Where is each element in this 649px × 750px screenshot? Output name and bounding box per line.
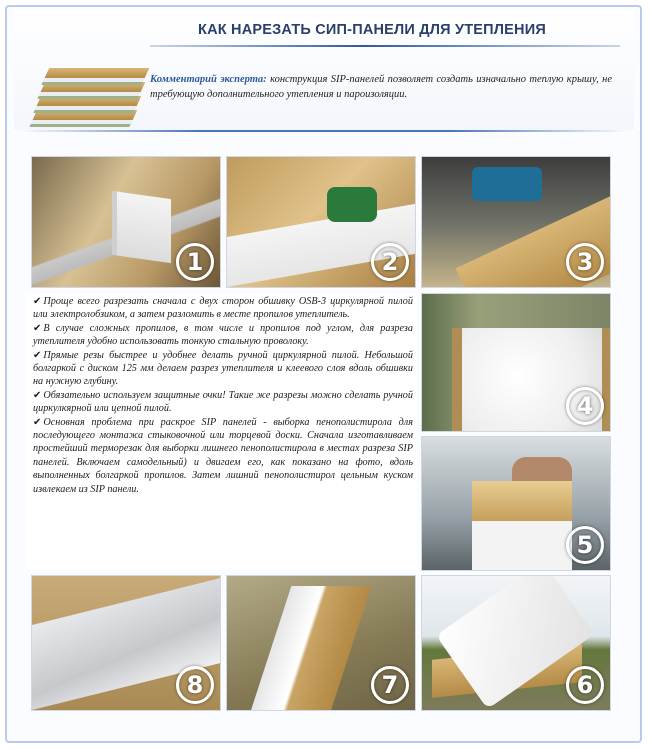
photo-step-2 (226, 156, 416, 288)
title-divider (150, 45, 620, 47)
header-divider (14, 130, 634, 132)
step-number-badge: 3 (566, 243, 604, 281)
photo-step-1 (31, 156, 221, 288)
photo-step-7 (226, 575, 416, 711)
photo-step-6 (421, 575, 611, 711)
step-number-badge: 7 (371, 666, 409, 704)
photo-step-5 (421, 436, 611, 571)
expert-comment-label: Комментарий эксперта: (150, 74, 267, 85)
step-number-badge: 5 (566, 526, 604, 564)
page-title: КАК НАРЕЗАТЬ СИП-ПАНЕЛИ ДЛЯ УТЕПЛЕНИЯ (198, 22, 546, 38)
step-number-badge: 1 (176, 243, 214, 281)
sip-panels-illustration (30, 62, 140, 132)
tip-item: ✔ В случае сложных пропилов, в том числе и пропилов под углом, для разреза утеплителя удобно использовать тонкую стальную проволоку. (33, 322, 413, 348)
step-number-badge: 6 (566, 666, 604, 704)
tip-item: ✔ Обязательно используем защитные очки! Такие же разрезы можно сделать ручной циркулкярной или цепной пилой. (33, 389, 413, 415)
expert-comment-text: конструкция SIP-панелей позволяет создать изначально теплую крышу, не требующую дополнительного утепления и пароизоляции. (150, 74, 613, 100)
step-number-badge: 8 (176, 666, 214, 704)
tip-item: ✔ Прямые резы быстрее и удобнее делать ручной циркулярной пилой. Небольшой болгаркой с диском 125 мм делаем разрез утеплителя и клеевого слоя вдоль обшивки на нужную глубину. (33, 349, 413, 388)
expert-comment (150, 72, 612, 102)
photo-step-4 (421, 293, 611, 432)
step-number-badge: 4 (566, 387, 604, 425)
step-number-badge: 2 (371, 243, 409, 281)
photo-step-3 (421, 156, 611, 288)
tip-item: ✔ Проще всего разрезать сначала с двух сторон обшивку OSB-3 циркулярной пилой или электролобзиком, а затем разломить в месте пропилов утеплитель. (33, 296, 413, 321)
instructions-text (27, 294, 417, 570)
tip-item: ✔ Основная проблема при раскрое SIP панелей - выборка пенополистирола для последующего монтажа стыковочной или торцевой доски. Сначала изготавливаем простейший терморезак для выборки лишнего пенополистирола в местах разреза SIP панелей. Включаем самодельный) и двигаем его, как показано на фото, вдоль выполненных болгаркой пропилов. Затем лишний пенополистирол цельным куском извлекаем из SIP панели. (33, 416, 413, 495)
photo-step-8 (31, 575, 221, 711)
